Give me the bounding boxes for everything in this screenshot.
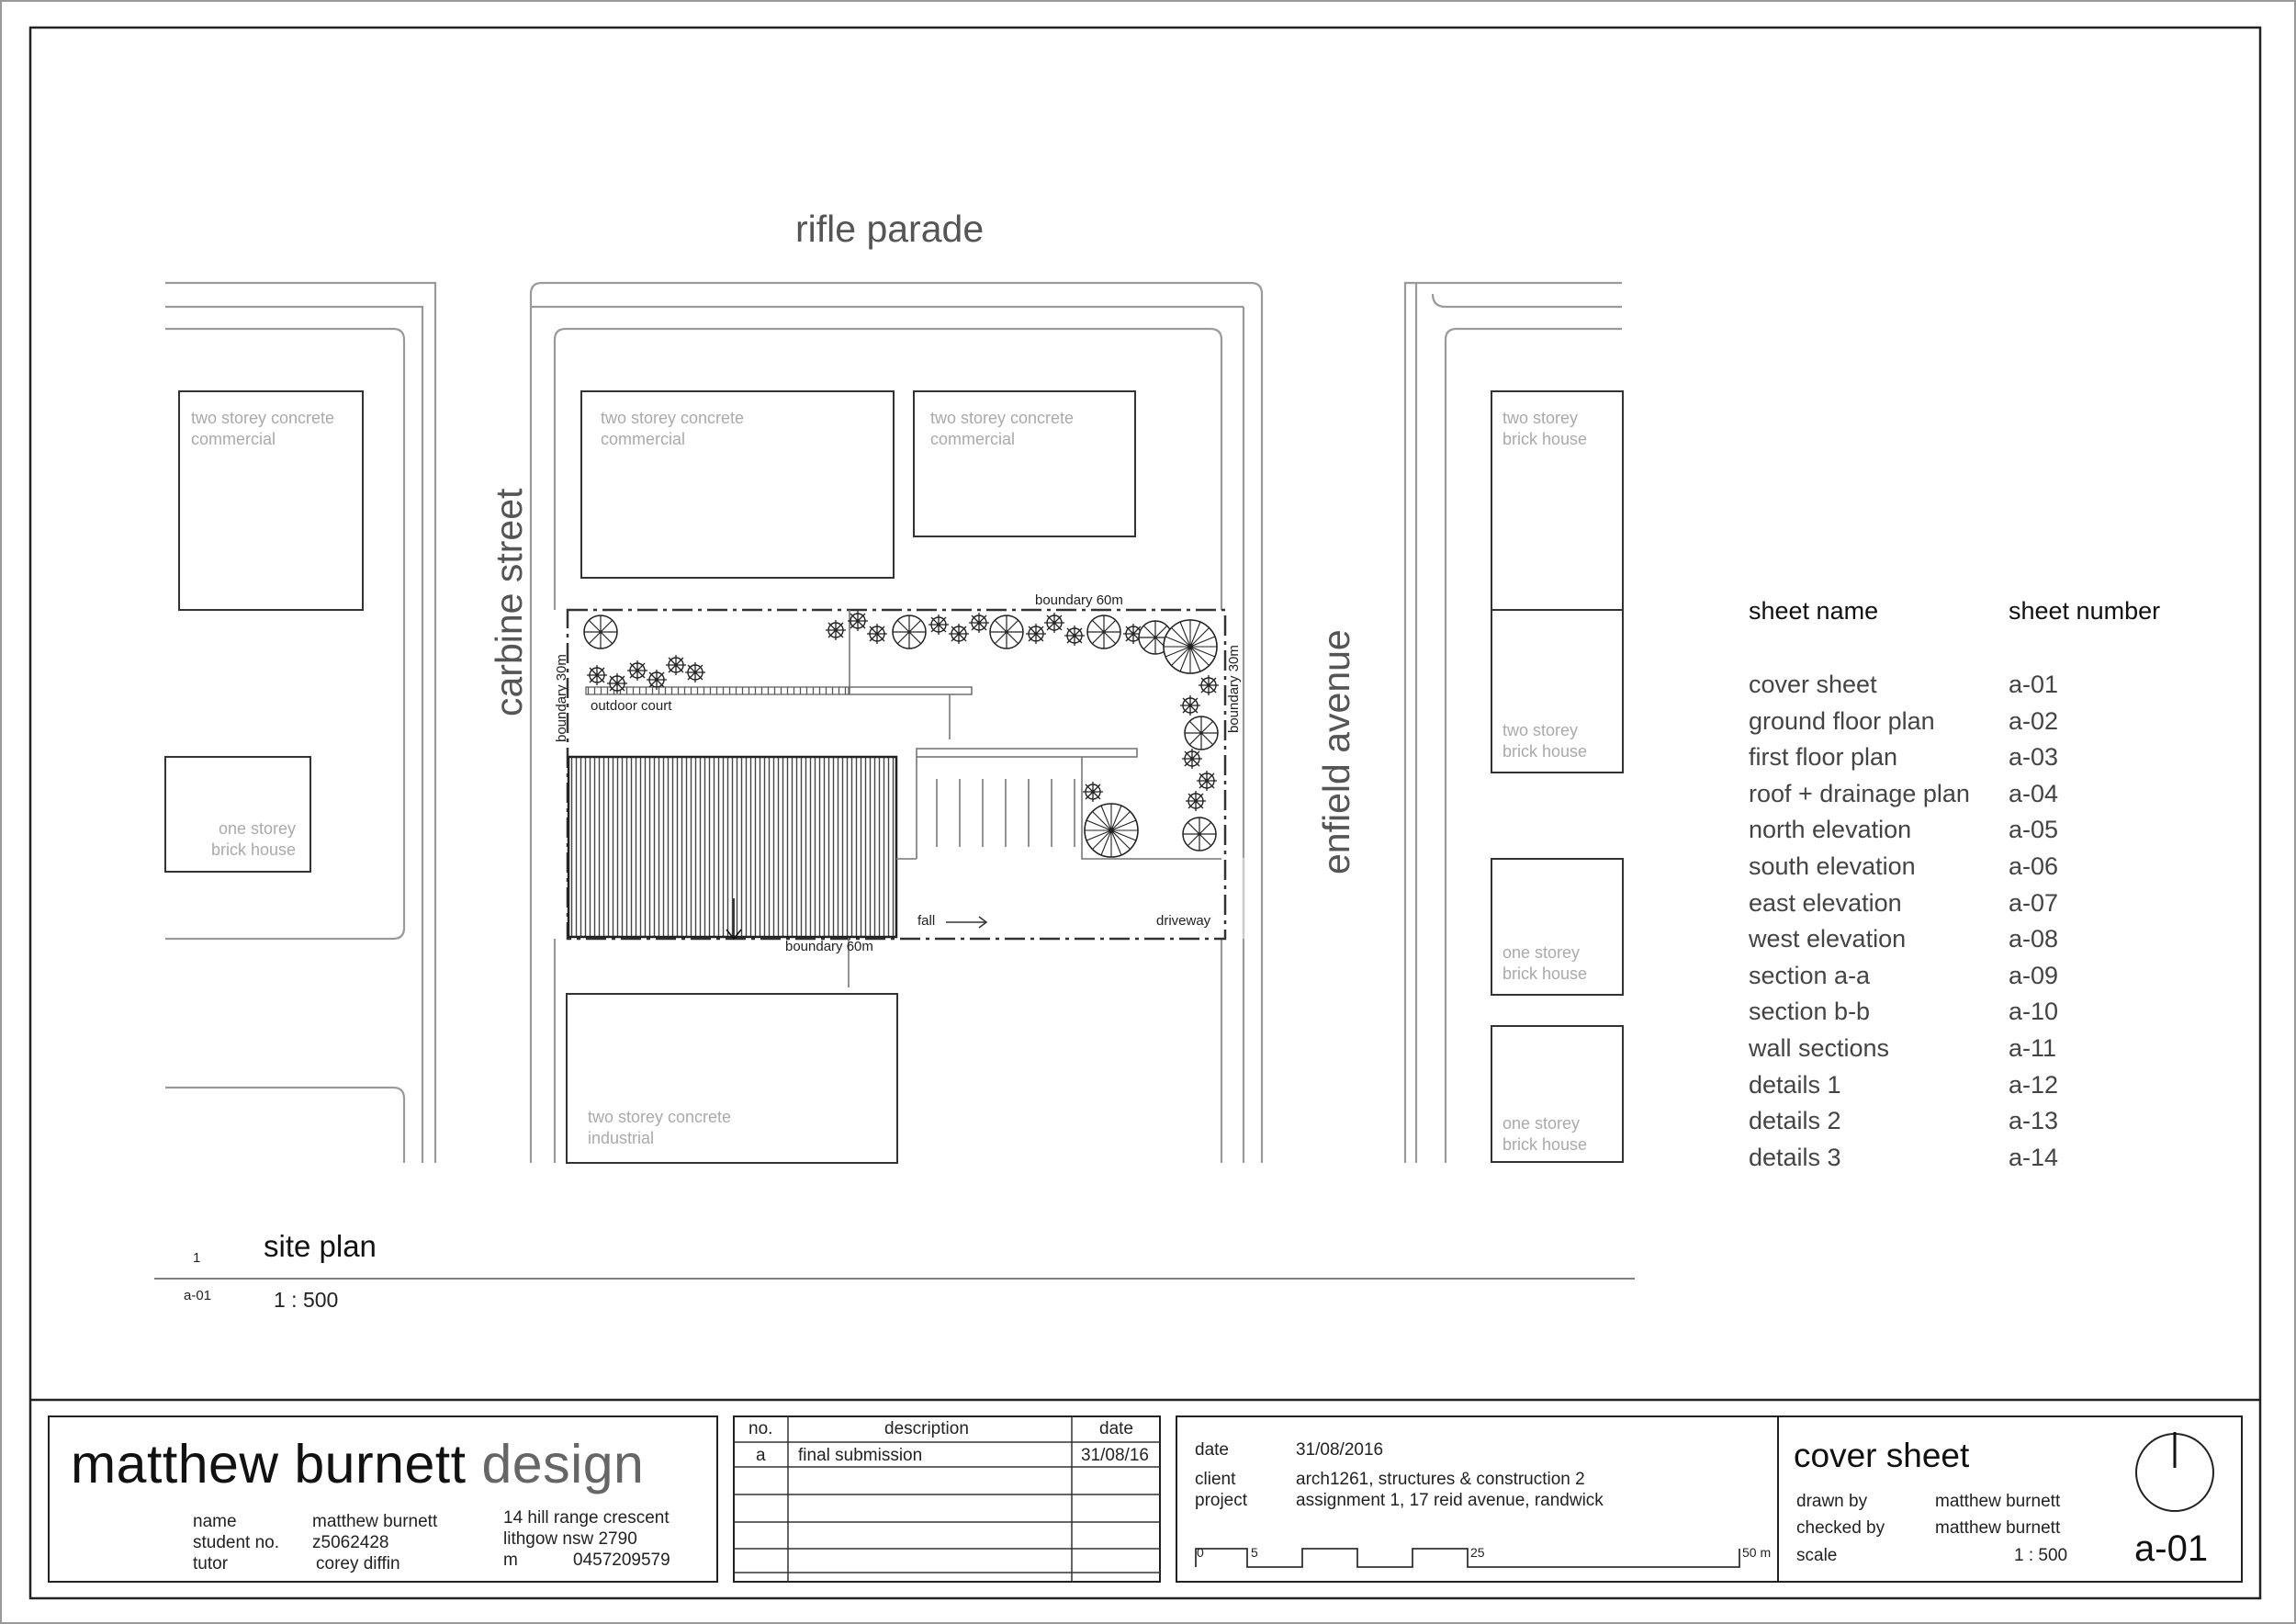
- building-label: one storey brick house: [1503, 1114, 1588, 1154]
- sheet-list-item-number: a-12: [2009, 1071, 2059, 1099]
- building-label: two storey concrete industrial: [588, 1108, 732, 1147]
- outdoor-court-label: outdoor court: [591, 698, 672, 714]
- sheet-list-item-number: a-05: [2009, 816, 2059, 843]
- scale-bar: [1196, 1549, 1739, 1567]
- sheet-list-item-number: a-03: [2009, 743, 2059, 771]
- sheet-list-item-number: a-11: [2009, 1034, 2057, 1062]
- sheet-list-item-name: details 1: [1749, 1071, 1841, 1099]
- scale-value: 1 : 500: [2014, 1546, 2068, 1565]
- scale-bar-tick-5: 5: [1251, 1545, 1258, 1560]
- drawing-title: site plan: [264, 1229, 377, 1263]
- phone-value: 0457209579: [573, 1551, 670, 1570]
- tutor-value: corey diffin: [316, 1554, 400, 1573]
- sheet-list-item-name: details 3: [1749, 1144, 1841, 1171]
- revision-header-description: description: [884, 1419, 969, 1438]
- boundary-label-right: boundary 30m: [1226, 645, 1242, 733]
- building-label: two storey concrete commercial: [191, 409, 335, 448]
- revision-header-date: date: [1099, 1419, 1133, 1438]
- client-value: arch1261, structures & construction 2: [1296, 1470, 1585, 1489]
- drawing-sheet-ref: a-01: [184, 1288, 212, 1303]
- sheet-list-item-number: a-07: [2009, 889, 2059, 917]
- building-label: one storey brick house: [210, 819, 296, 859]
- boundary-label-bottom: boundary 60m: [785, 939, 873, 954]
- proposed-building: [568, 757, 896, 937]
- checked-by-label: checked by: [1796, 1518, 1885, 1538]
- tutor-label: tutor: [193, 1554, 229, 1573]
- sheet-list-item-number: a-10: [2009, 998, 2059, 1025]
- revision-header-no: no.: [748, 1419, 773, 1438]
- sheet-list-item-name: details 2: [1749, 1107, 1841, 1134]
- sheet-list-item-name: ground floor plan: [1749, 707, 1935, 735]
- scale-bar-tick-0: 0: [1197, 1545, 1204, 1560]
- checked-by-value: matthew burnett: [1935, 1518, 2061, 1538]
- sheet-list-item-name: first floor plan: [1749, 743, 1898, 771]
- sheet-list-item-number: a-08: [2009, 925, 2059, 953]
- building-label: two storey brick house: [1503, 409, 1588, 448]
- sheet-list-item-number: a-06: [2009, 852, 2059, 880]
- boundary-label-top: boundary 60m: [1035, 592, 1123, 608]
- sheet-list-item-name: roof + drainage plan: [1749, 780, 1970, 807]
- drawn-by-value: matthew burnett: [1935, 1492, 2061, 1511]
- sheet-list-item-number: a-14: [2009, 1144, 2059, 1171]
- building-label: two storey brick house: [1503, 721, 1588, 761]
- sheet-list-header-number: sheet number: [2009, 597, 2161, 625]
- revision-row-no: a: [756, 1446, 766, 1465]
- street-name-east: enfield avenue: [1315, 629, 1357, 874]
- client-label: client: [1195, 1470, 1236, 1489]
- firm-name-bold: matthew burnett: [71, 1434, 467, 1494]
- student-value: z5062428: [312, 1533, 389, 1552]
- fall-arrow: [946, 917, 986, 928]
- building-label: two storey concrete commercial: [601, 409, 745, 448]
- date-label: date: [1195, 1440, 1229, 1460]
- sheet-list-item-name: wall sections: [1749, 1034, 1890, 1062]
- boundary-label-left: boundary 30m: [554, 654, 569, 742]
- student-label: student no.: [193, 1533, 280, 1552]
- revision-row-date: 31/08/16: [1081, 1446, 1149, 1465]
- sheet-list-item-number: a-09: [2009, 962, 2059, 989]
- sheet-list-item-name: north elevation: [1749, 816, 1912, 843]
- address-line1: 14 hill range crescent: [503, 1508, 670, 1528]
- project-value: assignment 1, 17 reid avenue, randwick: [1296, 1491, 1604, 1510]
- name-value: matthew burnett: [312, 1512, 438, 1531]
- project-label: project: [1195, 1491, 1248, 1510]
- revision-row-description: final submission: [798, 1446, 923, 1465]
- name-label: name: [193, 1512, 237, 1531]
- revision-grid: [734, 1416, 1160, 1582]
- drawing-number: 1: [193, 1250, 201, 1266]
- sheet-list-item-number: a-13: [2009, 1107, 2059, 1134]
- sheet-list-item-name: section b-b: [1749, 998, 1871, 1025]
- firm-name: [71, 1433, 644, 1495]
- drawing-scale: 1 : 500: [274, 1288, 339, 1312]
- building-label: one storey brick house: [1503, 943, 1588, 983]
- sheet-list-item-number: a-01: [2009, 671, 2059, 698]
- scale-bar-tick-50: 50 m: [1742, 1545, 1772, 1560]
- drawn-by-label: drawn by: [1796, 1492, 1868, 1511]
- sheet-title: cover sheet: [1794, 1437, 1970, 1474]
- sheet-number: a-01: [2134, 1528, 2209, 1569]
- north-arrow-icon: [2136, 1432, 2213, 1511]
- sheet-list-item-number: a-04: [2009, 780, 2059, 807]
- scale-label: scale: [1796, 1546, 1838, 1565]
- sheet-list-item-name: east elevation: [1749, 889, 1902, 917]
- address-line2: lithgow nsw 2790: [503, 1529, 637, 1549]
- sheet-border: [30, 28, 2260, 1598]
- phone-label: m: [503, 1551, 518, 1570]
- sheet-list-item-number: a-02: [2009, 707, 2059, 735]
- scale-bar-tick-25: 25: [1470, 1545, 1485, 1560]
- firm-name-light: design: [481, 1434, 645, 1494]
- building-label: two storey concrete commercial: [930, 409, 1075, 448]
- sheet-list-header-name: sheet name: [1749, 597, 1879, 625]
- site-linework: [849, 610, 1221, 987]
- street-name-west: carbine street: [488, 488, 530, 716]
- fall-label: fall: [917, 913, 936, 929]
- sheet-list-item-name: section a-a: [1749, 962, 1871, 989]
- sheet-list-item-name: cover sheet: [1749, 671, 1877, 698]
- driveway-label: driveway: [1156, 913, 1211, 929]
- street-name-north: rifle parade: [795, 208, 985, 250]
- date-value: 31/08/2016: [1296, 1440, 1384, 1460]
- sheet-list-item-name: west elevation: [1749, 925, 1907, 953]
- sheet-list-item-name: south elevation: [1749, 852, 1916, 880]
